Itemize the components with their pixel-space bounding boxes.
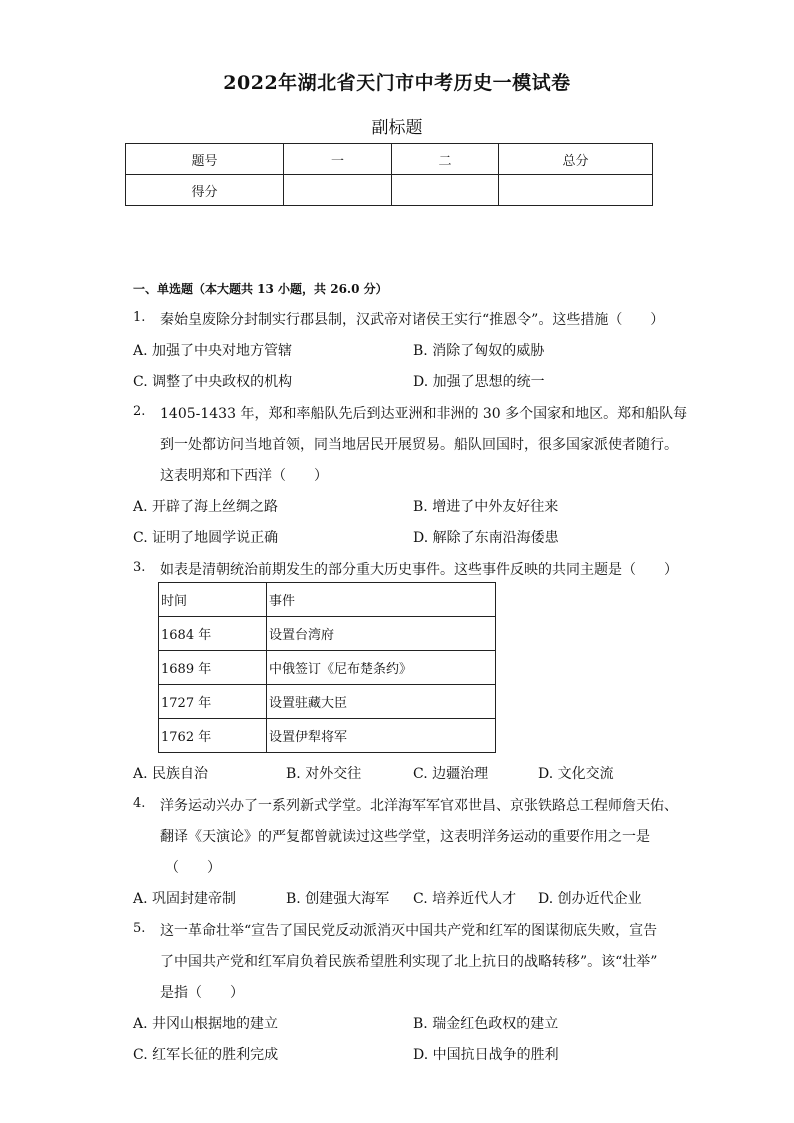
question-stem-line: 1405-1433 年，郑和率船队先后到达亚洲和非洲的 30 多个国家和地区。郑和船队每 — [160, 406, 688, 422]
question-stem-line: 如表是清朝统治前期发生的部分重大历史事件。这些事件反映的共同主题是（ ） — [160, 562, 678, 578]
score-table-score-row — [126, 175, 653, 206]
events-header-cell: 时间 — [159, 583, 267, 617]
event-year: 1689 年 — [159, 651, 267, 685]
table-row — [159, 617, 496, 651]
question-number: 1. — [133, 310, 146, 325]
events-table-header-row — [159, 583, 496, 617]
event-description: 设置伊犁将军 — [267, 719, 496, 753]
score-input-cell[interactable] — [499, 175, 653, 206]
answer-option-b[interactable]: B. 创建强大海军 — [286, 891, 390, 907]
question-number: 3. — [133, 560, 146, 575]
question-number: 2. — [133, 404, 146, 419]
score-table-header-row — [126, 144, 653, 175]
answer-option-a[interactable]: A. 加强了中央对地方管辖 — [133, 343, 293, 359]
answer-option-a[interactable]: A. 开辟了海上丝绸之路 — [133, 499, 279, 515]
score-header-cell: 二 — [392, 144, 499, 175]
answer-option-d[interactable]: D. 文化交流 — [538, 766, 614, 782]
score-header-cell: 一 — [284, 144, 392, 175]
question-stem-line: （ ） — [165, 860, 221, 876]
table-row — [159, 685, 496, 719]
event-description: 中俄签订《尼布楚条约》 — [267, 651, 496, 685]
question-stem-line: 洋务运动兴办了一系列新式学堂。北洋海军军官邓世昌、京张铁路总工程师詹天佑、 — [160, 798, 678, 814]
question-stem-line: 是指（ ） — [160, 985, 244, 1001]
question-number: 4. — [133, 796, 146, 811]
question-stem-line: 这一革命壮举“宣告了国民党反动派消灭中国共产党和红军的图谋彻底失败，宣告 — [160, 923, 658, 939]
event-year: 1684 年 — [159, 617, 267, 651]
answer-option-c[interactable]: C. 边疆治理 — [413, 766, 489, 782]
answer-option-c[interactable]: C. 红军长征的胜利完成 — [133, 1047, 279, 1063]
event-year: 1762 年 — [159, 719, 267, 753]
answer-option-b[interactable]: B. 消除了匈奴的威胁 — [413, 343, 545, 359]
event-description: 设置台湾府 — [267, 617, 496, 651]
answer-option-c[interactable]: C. 证明了地圆学说正确 — [133, 530, 279, 546]
answer-option-d[interactable]: D. 加强了思想的统一 — [413, 374, 545, 390]
answer-option-c[interactable]: C. 调整了中央政权的机构 — [133, 374, 293, 390]
score-header-cell: 题号 — [126, 144, 284, 175]
question-stem-line: 这表明郑和下西洋（ ） — [160, 468, 328, 484]
score-header-cell: 总分 — [499, 144, 653, 175]
event-description: 设置驻藏大臣 — [267, 685, 496, 719]
score-table — [125, 143, 653, 206]
table-row — [159, 651, 496, 685]
question-stem-line: 到一处都访问当地首领，同当地居民开展贸易。船队回国时，很多国家派使者随行。 — [160, 437, 678, 453]
score-input-cell[interactable] — [392, 175, 499, 206]
event-year: 1727 年 — [159, 685, 267, 719]
question-stem-line: 秦始皇废除分封制实行郡县制，汉武帝对诸侯王实行“推恩令”。这些措施（ ） — [160, 312, 665, 328]
answer-option-d[interactable]: D. 中国抗日战争的胜利 — [413, 1047, 559, 1063]
answer-option-b[interactable]: B. 增进了中外友好往来 — [413, 499, 559, 515]
table-row — [159, 719, 496, 753]
score-input-cell[interactable] — [284, 175, 392, 206]
section-heading: 一、单选题（本大题共 13 小题，共 26.0 分） — [133, 282, 388, 296]
events-header-cell: 事件 — [267, 583, 496, 617]
answer-option-a[interactable]: A. 井冈山根据地的建立 — [133, 1016, 279, 1032]
answer-option-b[interactable]: B. 对外交往 — [286, 766, 362, 782]
answer-option-d[interactable]: D. 创办近代企业 — [538, 891, 642, 907]
question-number: 5. — [133, 921, 146, 936]
events-table — [158, 582, 496, 753]
exam-subtitle: 副标题 — [371, 118, 423, 138]
question-stem-line: 了中国共产党和红军肩负着民族希望胜利实现了北上抗日的战略转移”。该“壮举” — [160, 954, 658, 970]
answer-option-b[interactable]: B. 瑞金红色政权的建立 — [413, 1016, 559, 1032]
answer-option-c[interactable]: C. 培养近代人才 — [413, 891, 517, 907]
answer-option-d[interactable]: D. 解除了东南沿海倭患 — [413, 530, 559, 546]
exam-title: 2022年湖北省天门市中考历史一模试卷 — [223, 72, 571, 94]
question-stem-line: 翻译《天演论》的严复都曾就读过这些学堂，这表明洋务运动的重要作用之一是 — [160, 829, 650, 845]
answer-option-a[interactable]: A. 民族自治 — [133, 766, 209, 782]
score-row-label: 得分 — [126, 175, 284, 206]
answer-option-a[interactable]: A. 巩固封建帝制 — [133, 891, 237, 907]
